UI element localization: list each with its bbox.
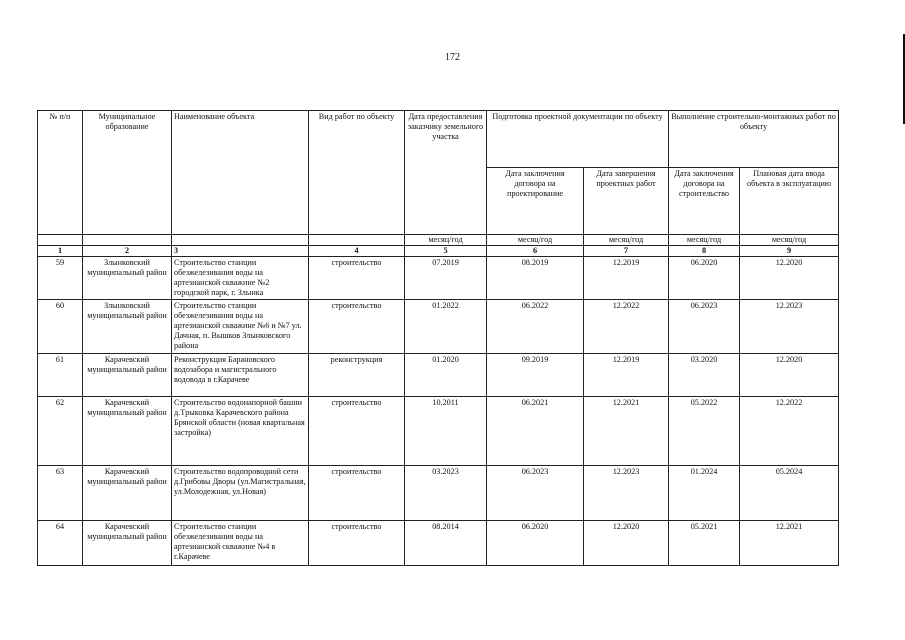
design-end-date-cell: 12.2023 xyxy=(584,466,669,521)
column-number: 5 xyxy=(405,246,487,257)
header-unit-row xyxy=(38,235,839,246)
work-type-cell: строительство xyxy=(309,397,405,466)
design-contract-date-cell: 06.2021 xyxy=(487,397,584,466)
column-number: 9 xyxy=(740,246,839,257)
unit-empty-cell xyxy=(83,235,172,246)
land-date-cell: 10.2011 xyxy=(405,397,487,466)
municipality-cell: Злынковский муниципальный район xyxy=(83,257,172,300)
investment-objects-table xyxy=(37,110,839,566)
construction-contract-date-cell: 01.2024 xyxy=(669,466,740,521)
design-contract-date-cell: 06.2020 xyxy=(487,521,584,566)
construction-contract-date-cell: 06.2023 xyxy=(669,300,740,354)
land-date-cell: 01.2020 xyxy=(405,354,487,397)
unit-construction-contract: месяц/год xyxy=(669,235,740,246)
design-contract-date-cell: 06.2022 xyxy=(487,300,584,354)
unit-land-date: месяц/год xyxy=(405,235,487,246)
unit-empty-cell xyxy=(309,235,405,246)
design-end-date-cell: 12.2022 xyxy=(584,300,669,354)
header-num: № п/п xyxy=(38,111,83,235)
column-number: 7 xyxy=(584,246,669,257)
design-end-date-cell: 12.2019 xyxy=(584,354,669,397)
header-commissioning-date: Плановая дата ввода объекта в эксплуатацию xyxy=(740,168,839,235)
object-name-cell: Строительство водонапорной башни д.Тpыковка Карачевского района Брянской области (новая квартальная застройка) xyxy=(172,397,309,466)
table-row xyxy=(38,397,839,466)
row-number: 61 xyxy=(38,354,83,397)
header-object-name: Наименование объекта xyxy=(172,111,309,235)
page-number: 172 xyxy=(445,52,460,63)
commissioning-date-cell: 12.2021 xyxy=(740,521,839,566)
column-number: 8 xyxy=(669,246,740,257)
land-date-cell: 07.2019 xyxy=(405,257,487,300)
header-design-group: Подготовка проектной документации по объекту xyxy=(487,111,669,168)
row-number: 64 xyxy=(38,521,83,566)
land-date-cell: 03.2023 xyxy=(405,466,487,521)
design-end-date-cell: 12.2021 xyxy=(584,397,669,466)
table-row xyxy=(38,300,839,354)
construction-contract-date-cell: 05.2021 xyxy=(669,521,740,566)
work-type-cell: строительство xyxy=(309,521,405,566)
commissioning-date-cell: 12.2020 xyxy=(740,257,839,300)
table-row xyxy=(38,257,839,300)
object-name-cell: Строительство станции обезжелезивания воды на артезианской скважине №4 в г.Карачеве xyxy=(172,521,309,566)
row-number: 60 xyxy=(38,300,83,354)
municipality-cell: Злынковский муниципальный район xyxy=(83,300,172,354)
municipality-cell: Карачевский муниципальный район xyxy=(83,466,172,521)
construction-contract-date-cell: 05.2022 xyxy=(669,397,740,466)
work-type-cell: строительство xyxy=(309,300,405,354)
construction-contract-date-cell: 06.2020 xyxy=(669,257,740,300)
row-number: 63 xyxy=(38,466,83,521)
design-end-date-cell: 12.2020 xyxy=(584,521,669,566)
row-number: 59 xyxy=(38,257,83,300)
column-number: 3 xyxy=(172,246,309,257)
header-construction-group: Выполнение строительно-монтажных работ по объекту xyxy=(669,111,839,168)
municipality-cell: Карачевский муниципальный район xyxy=(83,521,172,566)
header-construction-contract-date: Дата заключения договора на строительство xyxy=(669,168,740,235)
column-number-row xyxy=(38,246,839,257)
unit-design-contract: месяц/год xyxy=(487,235,584,246)
construction-contract-date-cell: 03.2020 xyxy=(669,354,740,397)
unit-empty-cell xyxy=(172,235,309,246)
table-row xyxy=(38,521,839,566)
table-row xyxy=(38,354,839,397)
column-number: 6 xyxy=(487,246,584,257)
design-contract-date-cell: 06.2023 xyxy=(487,466,584,521)
object-name-cell: Строительство станции обезжелезивания воды на артезианской скважине №6 и №7 ул. Дачная, п. Вышков Злынковского района xyxy=(172,300,309,354)
column-number: 1 xyxy=(38,246,83,257)
column-number: 2 xyxy=(83,246,172,257)
row-number: 62 xyxy=(38,397,83,466)
municipality-cell: Карачевский муниципальный район xyxy=(83,397,172,466)
header-land-date: Дата предоставления заказчику земельного участка xyxy=(405,111,487,235)
column-number: 4 xyxy=(309,246,405,257)
land-date-cell: 01.2022 xyxy=(405,300,487,354)
object-name-cell: Реконструкция Барановского водозабора и магистрального водовода в г.Карачеве xyxy=(172,354,309,397)
commissioning-date-cell: 12.2022 xyxy=(740,397,839,466)
header-municipality: Муниципальное образование xyxy=(83,111,172,235)
work-type-cell: реконструкция xyxy=(309,354,405,397)
table-row xyxy=(38,466,839,521)
design-end-date-cell: 12.2019 xyxy=(584,257,669,300)
unit-design-end: месяц/год xyxy=(584,235,669,246)
land-date-cell: 08.2014 xyxy=(405,521,487,566)
header-row-1 xyxy=(38,111,839,168)
object-name-cell: Строительство станции обезжелезивания воды на артезианской скважине №2 городской парк, г. Злынка xyxy=(172,257,309,300)
header-design-end-date: Дата завершения проектных работ xyxy=(584,168,669,235)
unit-empty-cell xyxy=(38,235,83,246)
design-contract-date-cell: 09.2019 xyxy=(487,354,584,397)
header-work-type: Вид работ по объекту xyxy=(309,111,405,235)
object-name-cell: Строительство водопроводной сети д.Грибовы Дворы (ул.Магистральная, ул.Молодежная, ул.Новая) xyxy=(172,466,309,521)
design-contract-date-cell: 08.2019 xyxy=(487,257,584,300)
work-type-cell: строительство xyxy=(309,466,405,521)
commissioning-date-cell: 12.2023 xyxy=(740,300,839,354)
municipality-cell: Карачевский муниципальный район xyxy=(83,354,172,397)
unit-commissioning: месяц/год xyxy=(740,235,839,246)
work-type-cell: строительство xyxy=(309,257,405,300)
header-design-contract-date: Дата заключения договора на проектирование xyxy=(487,168,584,235)
commissioning-date-cell: 12.2020 xyxy=(740,354,839,397)
commissioning-date-cell: 05.2024 xyxy=(740,466,839,521)
